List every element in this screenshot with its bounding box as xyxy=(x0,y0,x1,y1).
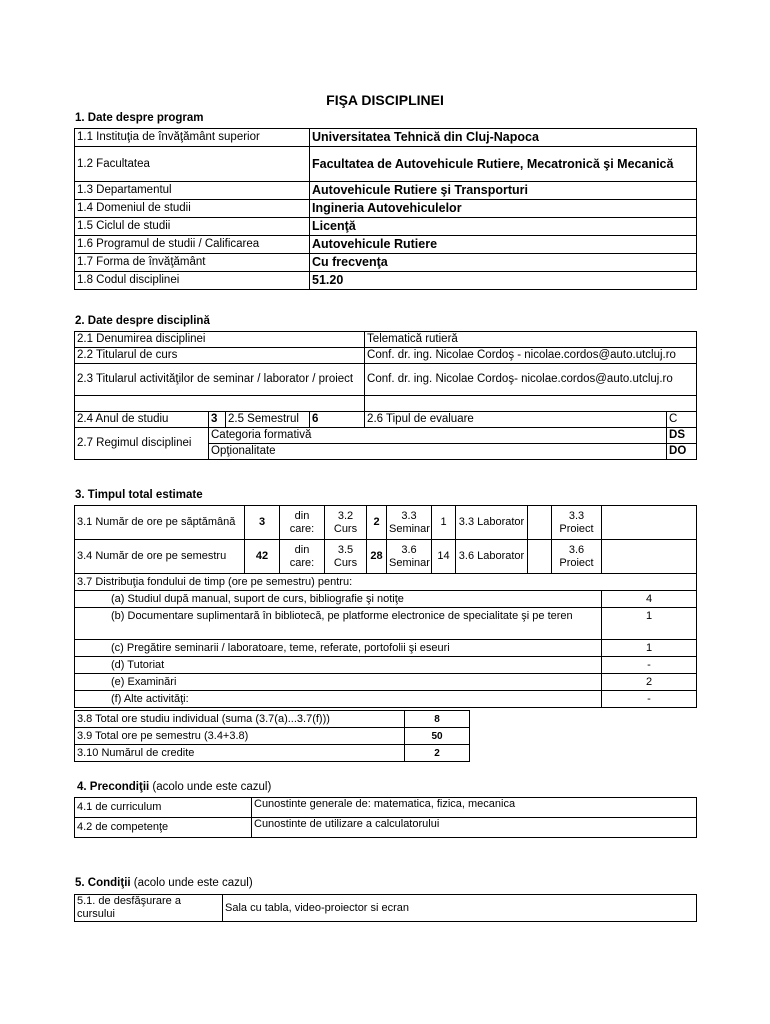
eval-label: 2.6 Tipul de evaluare xyxy=(365,412,667,428)
table-row xyxy=(75,182,697,200)
semester-value: 6 xyxy=(310,412,365,428)
proiect-label: 3.3 Proiect xyxy=(552,506,602,540)
regime-item-label: Opţionalitate xyxy=(209,444,667,460)
time-table xyxy=(74,505,697,708)
totals-table xyxy=(74,710,470,762)
laborator-label: 3.6 Laborator xyxy=(456,540,528,574)
section5-heading-note: (acolo unde este cazul) xyxy=(130,877,253,889)
din-care-label: din care: xyxy=(280,540,325,574)
discipline-value: Conf. dr. ing. Nicolae Cordoş- nicolae.cordos@auto.utcluj.ro xyxy=(365,364,697,396)
distribution-item-value: - xyxy=(602,691,697,708)
program-label: 1.3 Departamentul xyxy=(75,182,310,200)
conditions-table xyxy=(74,894,697,922)
proiect-label: 3.6 Proiect xyxy=(552,540,602,574)
distribution-item-label: (e) Examinări xyxy=(75,674,602,691)
table-row xyxy=(75,574,697,591)
table-row xyxy=(75,412,697,428)
precondition-label: 4.1 de curriculum xyxy=(75,798,252,818)
program-label: 1.5 Ciclul de studii xyxy=(75,218,310,236)
table-row xyxy=(75,818,697,838)
discipline-label: 2.2 Titularul de curs xyxy=(75,348,365,364)
seminar-value: 1 xyxy=(432,506,456,540)
condition-label: 5.1. de desfăşurare a cursului xyxy=(75,895,223,922)
semester-hours-label: 3.4 Număr de ore pe semestru xyxy=(75,540,245,574)
seminar-label: 3.3 Seminar xyxy=(387,506,432,540)
page-title: FIŞA DISCIPLINEI xyxy=(326,92,444,108)
distribution-item-value: 1 xyxy=(602,640,697,657)
precondition-label: 4.2 de competenţe xyxy=(75,818,252,838)
program-value: Autovehicule Rutiere xyxy=(310,236,697,254)
laborator-value xyxy=(528,506,552,540)
semester-hours-total: 42 xyxy=(245,540,280,574)
year-label: 2.4 Anul de studiu xyxy=(75,412,209,428)
program-value: Licenţă xyxy=(310,218,697,236)
program-label: 1.2 Facultatea xyxy=(75,147,310,182)
section2-heading: 2. Date despre disciplină xyxy=(75,315,210,327)
precondition-value: Cunostinte generale de: matematica, fizica, mecanica xyxy=(252,798,697,818)
distribution-item-value: 4 xyxy=(602,591,697,608)
total-label: 3.8 Total ore studiu individual (suma (3.7(a)...3.7(f))) xyxy=(75,711,405,728)
condition-value: Sala cu tabla, video-proiector si ecran xyxy=(223,895,697,922)
table-row xyxy=(75,745,470,762)
table-row xyxy=(75,332,697,348)
table-row xyxy=(75,540,697,574)
section4-heading-bold: 4. Precondiţii xyxy=(77,781,150,793)
program-value: Ingineria Autovehiculelor xyxy=(310,200,697,218)
distribution-item-label: (a) Studiul după manual, suport de curs, bibliografie şi notiţe xyxy=(75,591,602,608)
regime-item-label: Categoria formativă xyxy=(209,428,667,444)
section4-heading-note: (acolo unde este cazul) xyxy=(149,781,272,793)
weekly-hours-total: 3 xyxy=(245,506,280,540)
table-row xyxy=(75,640,697,657)
table-row xyxy=(75,364,697,396)
program-value: Cu frecvenţa xyxy=(310,254,697,272)
laborator-label: 3.3 Laborator xyxy=(456,506,528,540)
distribution-item-value: 1 xyxy=(602,608,697,640)
table-row xyxy=(75,674,697,691)
semester-label: 2.5 Semestrul xyxy=(226,412,310,428)
table-row xyxy=(75,506,697,540)
seminar-value: 14 xyxy=(432,540,456,574)
table-row xyxy=(75,396,697,412)
section4-heading xyxy=(77,781,271,793)
program-value: Facultatea de Autovehicule Rutiere, Mecatronică şi Mecanică xyxy=(310,147,697,182)
year-value: 3 xyxy=(209,412,226,428)
program-value: 51.20 xyxy=(310,272,697,290)
table-row xyxy=(75,657,697,674)
program-table xyxy=(74,128,697,290)
regime-item-value: DS xyxy=(667,428,697,444)
table-row xyxy=(75,348,697,364)
discipline-table xyxy=(74,331,697,460)
proiect-value xyxy=(602,540,697,574)
table-row xyxy=(75,608,697,640)
curs-label: 3.2 Curs xyxy=(325,506,367,540)
section3-heading: 3. Timpul total estimate xyxy=(75,489,203,501)
distribution-item-label: (c) Pregătire seminarii / laboratoare, teme, referate, portofolii şi eseuri xyxy=(75,640,602,657)
distribution-item-value: 2 xyxy=(602,674,697,691)
table-row xyxy=(75,129,697,147)
program-label: 1.4 Domeniul de studii xyxy=(75,200,310,218)
total-value: 8 xyxy=(405,711,470,728)
table-row xyxy=(75,218,697,236)
eval-value: C xyxy=(667,412,697,428)
program-value: Autovehicule Rutiere şi Transporturi xyxy=(310,182,697,200)
table-row xyxy=(75,711,470,728)
total-label: 3.9 Total ore pe semestru (3.4+3.8) xyxy=(75,728,405,745)
seminar-label: 3.6 Seminar xyxy=(387,540,432,574)
total-value: 50 xyxy=(405,728,470,745)
table-row xyxy=(75,728,470,745)
table-row xyxy=(75,147,697,182)
table-row xyxy=(75,428,697,444)
section5-heading-bold: 5. Condiţii xyxy=(75,877,131,889)
program-label: 1.1 Instituţia de învăţământ superior xyxy=(75,129,310,147)
table-row xyxy=(75,236,697,254)
regime-label: 2.7 Regimul disciplinei xyxy=(75,428,209,460)
program-label: 1.6 Programul de studii / Calificarea xyxy=(75,236,310,254)
distribution-item-label: (b) Documentare suplimentară în bibliotecă, pe platforme electronice de specialitate şi pe teren xyxy=(75,608,602,640)
total-value: 2 xyxy=(405,745,470,762)
discipline-value: Conf. dr. ing. Nicolae Cordoş - nicolae.cordos@auto.utcluj.ro xyxy=(365,348,697,364)
distribution-item-label: (d) Tutoriat xyxy=(75,657,602,674)
regime-item-value: DO xyxy=(667,444,697,460)
curs-value: 28 xyxy=(367,540,387,574)
table-row xyxy=(75,200,697,218)
din-care-label: din care: xyxy=(280,506,325,540)
section1-heading: 1. Date despre program xyxy=(75,112,204,124)
curs-label: 3.5 Curs xyxy=(325,540,367,574)
table-row xyxy=(75,591,697,608)
curs-value: 2 xyxy=(367,506,387,540)
table-row xyxy=(75,798,697,818)
discipline-label: 2.1 Denumirea disciplinei xyxy=(75,332,365,348)
weekly-hours-label: 3.1 Număr de ore pe săptămână xyxy=(75,506,245,540)
section5-heading xyxy=(75,877,253,889)
discipline-value: Telematică rutieră xyxy=(365,332,697,348)
table-row xyxy=(75,254,697,272)
precondition-value: Cunostinte de utilizare a calculatorului xyxy=(252,818,697,838)
program-label: 1.8 Codul disciplinei xyxy=(75,272,310,290)
total-label: 3.10 Numărul de credite xyxy=(75,745,405,762)
program-label: 1.7 Forma de învăţământ xyxy=(75,254,310,272)
proiect-value xyxy=(602,506,697,540)
distribution-item-label: (f) Alte activităţi: xyxy=(75,691,602,708)
preconditions-table xyxy=(74,797,697,838)
distribution-item-value: - xyxy=(602,657,697,674)
discipline-label: 2.3 Titularul activităţilor de seminar / laborator / proiect xyxy=(75,364,365,396)
distribution-label: 3.7 Distribuţia fondului de timp (ore pe semestru) pentru: xyxy=(75,574,697,591)
program-value: Universitatea Tehnică din Cluj-Napoca xyxy=(310,129,697,147)
table-row xyxy=(75,691,697,708)
table-row xyxy=(75,895,697,922)
laborator-value xyxy=(528,540,552,574)
table-row xyxy=(75,272,697,290)
